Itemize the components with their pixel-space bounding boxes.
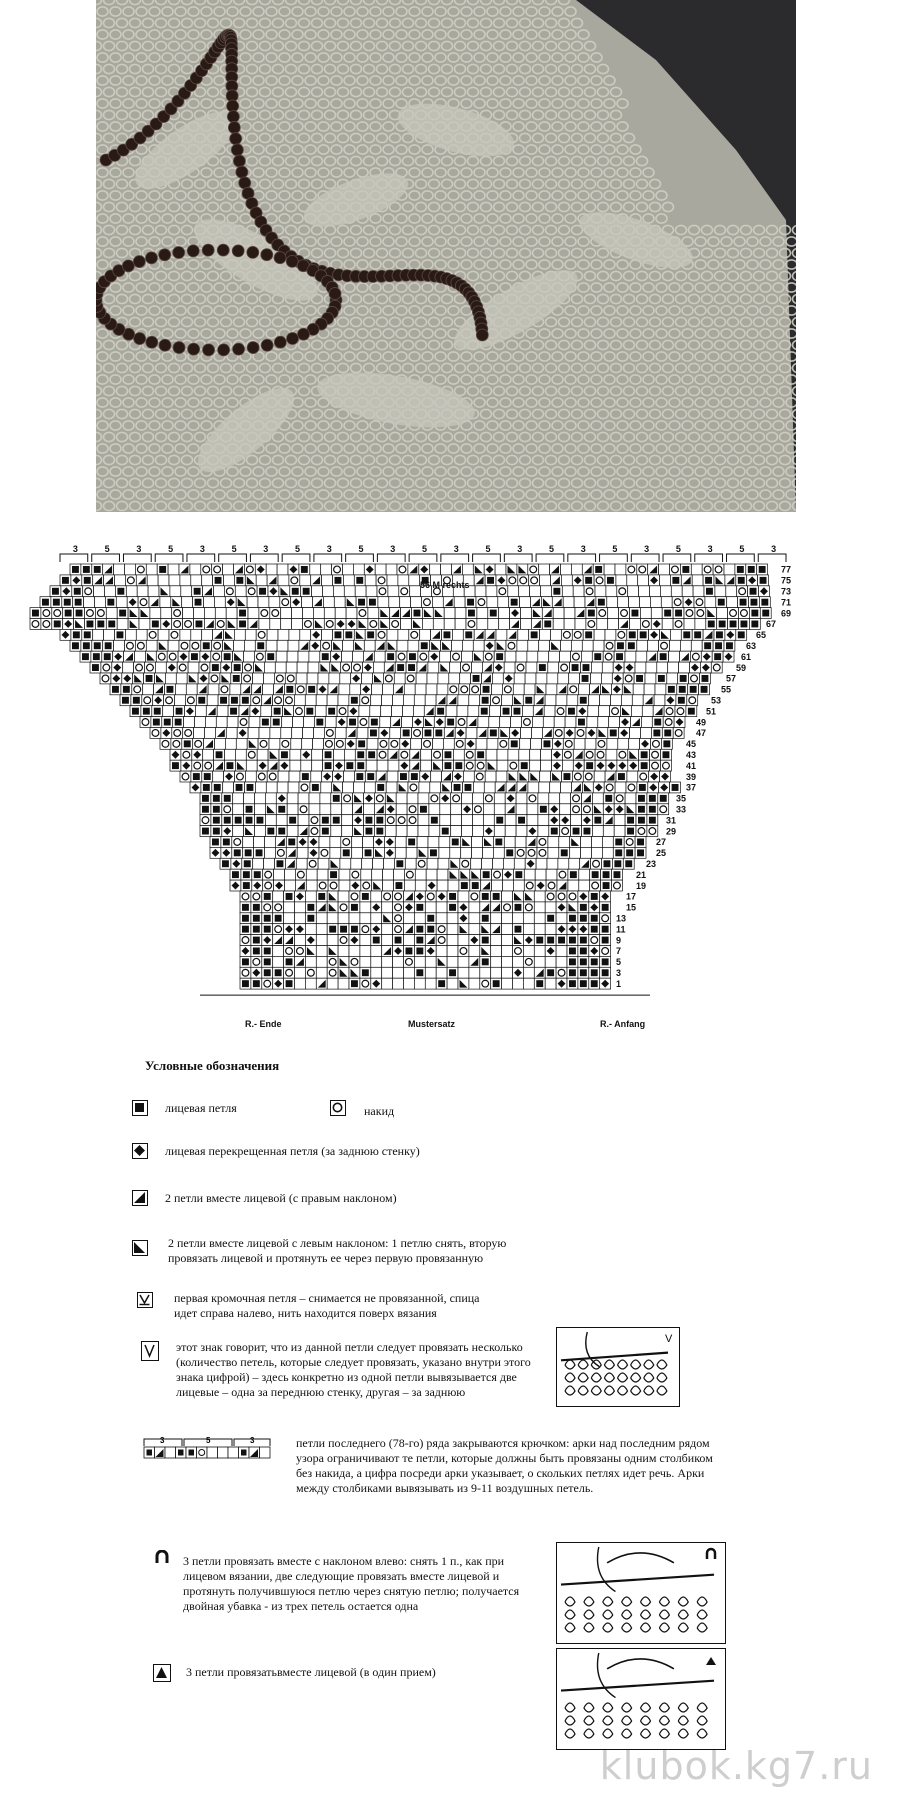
increase-illustration [556,1327,680,1407]
chart-arc-label: 3 [580,544,586,554]
chart-row-number: 61 [741,651,752,662]
chart-footer-right: R.- Anfang [600,1019,646,1029]
chart-arc-label: 5 [548,544,554,554]
chart-row-number: 63 [746,641,757,652]
bind-off-arc-1: 3 [160,1436,165,1445]
chart-row-number: 37 [686,782,697,793]
chart-arc-label: 3 [263,544,269,554]
chart-arc-label: 5 [612,544,618,554]
k3tog-illustration [556,1648,726,1750]
bind-off-arc-2: 5 [206,1436,211,1445]
legend-bind-off: петли последнего (78-го) ряда закрываются крючком: арки над последним рядом узора ограничивают те петли, которые должны быть провязаны одним столбиком без накида, а цифра посреди арки указывает, о скольких петлях идет речь. Арки между столбиками вывязывать из 9-11 воздушных петель. [296,1436,713,1495]
chart-arc-label: 3 [136,544,142,554]
chart-row-number: 71 [781,597,792,608]
chart-row-number: 29 [666,826,677,837]
legend-k2tog-right: 2 петли вместе лицевой (с правым наклоном) [165,1191,397,1205]
chart-row-number: 5 [616,957,622,968]
lace-shawl-photo [96,0,796,512]
legend-yarn-over: накид [364,1104,395,1118]
chart-row-number: 43 [686,750,697,761]
chart-arc-label: 5 [104,544,110,554]
chart-arc-label: 5 [295,544,301,554]
chart-arc-label: 3 [72,544,78,554]
chart-row-number: 19 [636,880,647,891]
chart-row-number: 11 [616,924,626,935]
chart-row-number: 35 [676,793,687,804]
legend-k3tog: 3 петли провязатьвместе лицевой (в один прием) [186,1665,436,1679]
chart-row-number: 55 [721,684,732,695]
legend-twisted-knit: лицевая перекрещенная петля (за заднюю стенку) [165,1144,420,1158]
legend-title: Условные обозначения [145,1058,280,1073]
chart-row-number: 13 [616,913,627,924]
k3tog-left-icon [155,1550,169,1564]
chart-row-number: 65 [756,630,767,641]
chart-arc-label: 3 [517,544,523,554]
k3tog-left-illustration [556,1542,726,1644]
chart-arc-label: 5 [675,544,681,554]
chart-row-number: 21 [636,869,647,880]
chart-row-number: 75 [781,575,792,586]
chart-row-number: 73 [781,586,792,597]
chart-row-number: 77 [781,564,792,575]
chart-row-number: 15 [626,902,637,913]
chart-arc-label: 3 [644,544,650,554]
legend-edge-stitch: первая кромочная петля – снимается не провязанной, спица идет справа налево, нить находится поверх вязания [174,1291,480,1320]
chart-footer-left: R.- Ende [245,1019,282,1029]
chart-row-number: 51 [706,706,717,717]
chart-row-number: 53 [711,695,722,706]
chart-row-number: 45 [686,739,697,750]
chart-row-number: 33 [676,804,687,815]
chart-arc-label: 3 [707,544,713,554]
twisted-knit-icon [132,1143,148,1159]
chart-row-number: 23 [646,859,657,870]
chart-row-number: 59 [736,662,747,673]
chart-arc-label: 3 [199,544,205,554]
site-watermark: klubok.kg7.ru [599,1744,873,1788]
legend-knit: лицевая петля [165,1101,237,1115]
chart-row-number: 67 [766,619,777,630]
increase-v-icon [141,1341,159,1361]
chart-row-number: 47 [696,728,707,739]
chart-row-number: 25 [656,848,667,859]
bind-off-sample-icon [142,1434,272,1469]
k2tog-right-icon [132,1190,148,1206]
yarn-over-icon [330,1100,346,1116]
chart-arc-label: 3 [771,544,777,554]
chart-row-number: 17 [626,891,637,902]
chart-arc-label: 5 [358,544,364,554]
chart-arc-label: 3 [326,544,332,554]
chart-row-number: 27 [656,837,667,848]
knitting-chart [0,522,899,1032]
chart-row-number: 31 [666,815,677,826]
chart-arc-label: 5 [422,544,428,554]
legend-multi-from-one: этот знак говорит, что из данной петли следует провязать несколько (количество петель, которые следует провязать, указано внутри этого знака цифрой) – здесь конкретно из одной петли вывязывается две лицевые – одна за переднюю стенку, другая – за заднюю [176,1340,531,1399]
knit-stitch-icon [132,1100,148,1116]
chart-center-note: 56 M rechts [420,580,470,590]
chart-arc-label: 5 [168,544,174,554]
chart-arc-label: 5 [739,544,745,554]
chart-row-number: 41 [686,760,697,771]
chart-row-number: 7 [616,946,622,957]
chart-row-number: 57 [726,673,737,684]
chart-row-number: 9 [616,935,622,946]
chart-arc-label: 5 [231,544,237,554]
chart-row-number: 3 [616,968,622,979]
legend-k3tog-left: 3 петли провязать вместе с наклоном влево: снять 1 п., как при лицевом вязании, две следующие провязать вместе лицевой и протянуть получившуюся петлю через снятую петлю; получается двойная убавка - из трех петель остается одна [183,1554,520,1613]
chart-arc-label: 3 [390,544,396,554]
chart-footer-center: Mustersatz [408,1019,456,1029]
chart-row-number: 49 [696,717,707,728]
chart-row-number: 1 [616,978,622,989]
chart-arc-label: 5 [485,544,491,554]
k2tog-left-icon [132,1240,148,1256]
legend-k2tog-left: 2 петли вместе лицевой с левым наклоном: 1 петлю снять, вторую провязать лицевой и протянуть ее через первую провязанную [168,1236,507,1265]
edge-stitch-icon [137,1292,153,1308]
bind-off-arc-3: 3 [250,1436,255,1445]
chart-arc-label: 3 [453,544,459,554]
chart-row-number: 69 [781,608,792,619]
illus-v-label: V [665,1333,673,1345]
k3tog-icon [153,1664,171,1682]
chart-row-number: 39 [686,771,697,782]
